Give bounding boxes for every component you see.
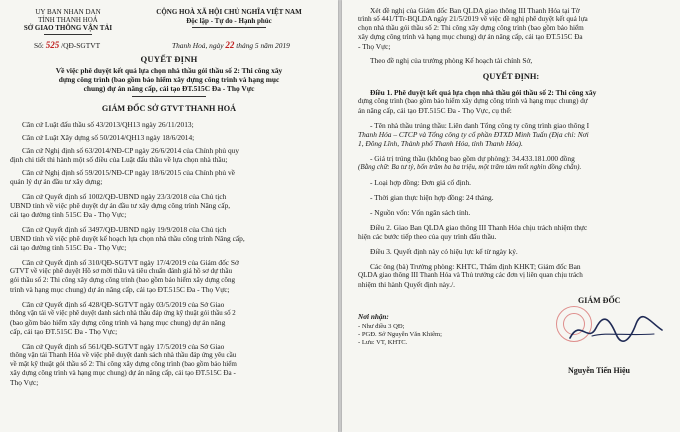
body-line: trình số 441/TTr-BQLDA ngày 21/5/2019 về việc đề nghị phê duyệt kết quả lựa bbox=[358, 15, 588, 23]
body-line: về mặt kỹ thuật gói thầu số 2: Thi công xây dựng công trình (bao gồm bảo hiểm bbox=[10, 360, 237, 368]
country-line2: Độc lập - Tự do - Hạnh phúc bbox=[186, 17, 272, 25]
country-line1: CỘNG HOÀ XÃ HỘI CHỦ NGHĨA VIỆT NAM bbox=[156, 8, 302, 16]
article1-line: - Nguồn vốn: Vốn ngân sách tỉnh. bbox=[370, 208, 471, 217]
authority-heading: GIÁM ĐỐC SỞ GTVT THANH HOÁ bbox=[101, 104, 237, 113]
article1-line: (Bằng chữ: Ba tư tỷ, bốn trăm ba ba triệu, một trăm tám mốt nghìn đồng chẵn). bbox=[358, 163, 582, 171]
agency-line1: UY BAN NHAN DAN bbox=[35, 8, 101, 16]
article3-line: Các ông (bà) Trưởng phòng: KHTC, Thẩm định KHKT; Giám đốc Ban bbox=[370, 262, 581, 271]
body-line: Căn cứ Luật đấu thầu số 43/2013/QH13 ngày 26/11/2013; bbox=[22, 120, 194, 129]
signer-name: Nguyễn Tiến Hiệu bbox=[568, 366, 630, 375]
subject-underline bbox=[132, 96, 206, 97]
subject-line: Về việc phê duyệt kết quả lựa chọn nhà thầu gói thầu số 2: Thi công xây bbox=[55, 66, 283, 75]
body-line: Theo đề nghị của trưởng phòng Kế hoạch tài chính Sở, bbox=[370, 56, 533, 65]
decide-heading: QUYẾT ĐỊNH: bbox=[482, 72, 540, 81]
body-line: UBND tỉnh về việc phê duyệt kế hoạch lựa chọn nhà thầu công trình Nâng cấp, bbox=[10, 234, 245, 243]
recipient-item: - Như điều 3 QĐ; bbox=[358, 323, 405, 330]
article3-line: nhiệm thi hành Quyết định này./. bbox=[358, 280, 456, 289]
article1-line: 1, Đông Lĩnh, Thành phố Thanh Hóa, tỉnh Thanh Hóa). bbox=[358, 139, 523, 148]
doc-number bbox=[34, 40, 100, 50]
doc-number-prefix: Số: bbox=[34, 41, 44, 50]
body-line: thông vận tải về việc phê duyệt danh sách nhà thầu đáp ứng kỹ thuật gói thầu số 2 bbox=[10, 310, 236, 317]
motto-underline bbox=[192, 27, 266, 28]
handwritten-signature bbox=[566, 310, 666, 350]
article1-line bbox=[370, 88, 596, 97]
article1-line: dựng công trình (bao gồm bảo hiểm xây dựng công trình và hạng mục chung) dự bbox=[358, 97, 588, 105]
article1-line: - Tên nhà thầu trúng thầu: Liên danh Tổng công ty công trình giao thông I bbox=[370, 121, 590, 130]
article2-line: Điều 2. Giao Ban QLDA giao thông III Thanh Hóa chịu trách nhiệm thực bbox=[370, 223, 588, 232]
body-line: - Thọ Vực; bbox=[358, 42, 391, 51]
recipient-item: - PGĐ. Sở Nguyễn Văn Khiêm; bbox=[358, 331, 442, 338]
body-line: cải tạo đường tỉnh 515C Đa - Thọ Vực; bbox=[10, 243, 127, 252]
date-day: 22 bbox=[225, 40, 235, 50]
doc-number-suffix: /QĐ-SGTVT bbox=[61, 41, 101, 50]
body-line: Căn cứ Quyết định số 310/QĐ-SGTVT ngày 17/4/2019 của Giám đốc Sở bbox=[22, 258, 239, 267]
article2-line: hiện các bước tiếp theo của quy trình đấu thầu. bbox=[358, 232, 497, 241]
body-line: gói thầu số 2: Thi công xây dựng công trình (bao gồm bảo hiểm xây dựng công bbox=[10, 276, 236, 284]
body-line: Căn cứ Quyết định số 3497/QĐ-UBND ngày 19/9/2018 của Chủ tịch bbox=[22, 225, 227, 234]
document-title: QUYẾT ĐỊNH bbox=[140, 54, 198, 64]
date-prefix: Thanh Hoá, ngày bbox=[172, 41, 224, 50]
agency-line2: TỈNH THANH HOÁ bbox=[38, 16, 98, 24]
body-line: Căn cứ Nghị định số 63/2014/NĐ-CP ngày 26/6/2014 của Chính phủ quy bbox=[22, 146, 240, 155]
body-line: Căn cứ Quyết định số 1002/QĐ-UBND ngày 23/3/2018 của Chủ tịch bbox=[22, 192, 227, 201]
document-page-right bbox=[342, 0, 680, 432]
body-line: trình và hạng mục chung) dự án nâng cấp, cải tạo ĐT.515C Đa - Thọ Vực; bbox=[10, 285, 230, 294]
body-line: Căn cứ Nghị định số 59/2015/NĐ-CP ngày 18/6/2015 của Chính phủ về bbox=[22, 168, 235, 177]
doc-number-value: 525 bbox=[45, 40, 60, 50]
body-line: quản lý dự án đầu tư xây dựng; bbox=[10, 177, 103, 186]
body-line: Căn cứ Quyết định số 561/QĐ-SGTVT ngày 17/5/2019 của Sở Giao bbox=[22, 342, 225, 351]
document-page-left bbox=[0, 0, 338, 432]
article1-line: - Giá trị trúng thầu (không bao gồm dự phòng): 34.433.181.000 đồng bbox=[370, 154, 575, 163]
subject-line: dựng công trình (bao gồm bảo hiểm xây dựng công trình và hạng mục bbox=[58, 75, 280, 84]
recipient-item: - Lưu: VT, KHTC. bbox=[358, 339, 408, 346]
body-line: Căn cứ Quyết định số 428/QĐ-SGTVT ngày 03/5/2019 của Sở Giao bbox=[22, 300, 225, 309]
date-suffix: tháng 5 năm 2019 bbox=[236, 41, 290, 50]
body-line: xây dựng công trình và hạng mục chung) dự án nâng cấp, cải tạo ĐT.515C Đa - bbox=[10, 369, 236, 377]
body-line: GTVT về việc phê duyệt Hồ sơ mời thầu và tiêu chuẩn đánh giá hồ sơ dự thầu bbox=[10, 267, 233, 275]
article1-line: - Loại hợp đồng: Đơn giá cố định. bbox=[370, 178, 472, 187]
body-line: định chi tiết thi hành một số điều của Luật đấu thầu về lựa chọn nhà thầu; bbox=[10, 155, 228, 164]
body-line: cấp, cải tạo ĐT.515C Đa - Thọ Vực; bbox=[10, 327, 118, 336]
article1-line: Thanh Hóa – CTCP và Tổng công ty cổ phần ĐTXD Minh Tuấn (Địa chỉ: Nơi bbox=[358, 130, 589, 139]
body-line: (bao gồm bảo hiểm xây dựng công trình và hạng mục chung) dự án nâng bbox=[10, 318, 226, 327]
agency-underline bbox=[44, 34, 92, 35]
signer-title: GIÁM ĐỐC bbox=[578, 296, 621, 305]
article3-line: Điều 3. Quyết định này có hiệu lực kể từ ngày ký. bbox=[370, 247, 518, 256]
article1-line: án nâng cấp, cải tạo ĐT.515C Đa - Thọ Vực, cụ thể: bbox=[358, 106, 512, 115]
body-line: Thọ Vực; bbox=[10, 378, 39, 387]
body-line: cải tạo đường tỉnh 515C Đa - Thọ Vực; bbox=[10, 210, 127, 219]
article1-line: - Thời gian thực hiện hợp đồng: 24 tháng. bbox=[370, 193, 494, 202]
recipients-title: Nơi nhận: bbox=[358, 313, 389, 321]
agency-line3: SỞ GIAO THÔNG VẬN TẢI bbox=[23, 24, 113, 32]
body-line: xây dựng công trình và hạng mục chung) dự án nâng cấp, cải tạo ĐT.515C Đa bbox=[358, 33, 583, 41]
doc-date bbox=[172, 40, 290, 50]
body-line: thông vận tải Thanh Hóa về việc phê duyệt danh sách nhà thầu đáp ứng yêu cầu bbox=[10, 351, 237, 359]
body-line: chọn nhà thầu gói thầu số 2: Thi công xây dựng công trình (bao gồm bảo hiểm bbox=[358, 24, 584, 32]
article1-text: Điều 1. Phê duyệt kết quả lựa chọn nhà thầu gói thầu số 2: Thi công xây bbox=[370, 88, 597, 97]
body-line: UBND tỉnh về việc phê duyệt dự án đầu tư xây dựng công trình Nâng cấp, bbox=[10, 201, 231, 210]
article3-line: QLDA giao thông III Thanh Hóa và Thủ trưởng các đơn vị liên quan chịu trách bbox=[358, 271, 583, 279]
subject-line: chung) dự án nâng cấp, cải tạo ĐT.515C Đa - Thọ Vực bbox=[83, 84, 255, 93]
body-line: Căn cứ Luật Xây dựng số 50/2014/QH13 ngày 18/6/2014; bbox=[22, 133, 195, 142]
body-line: Xét đề nghị của Giám đốc Ban QLDA giao thông III Thanh Hóa tại Tờ bbox=[370, 6, 580, 15]
